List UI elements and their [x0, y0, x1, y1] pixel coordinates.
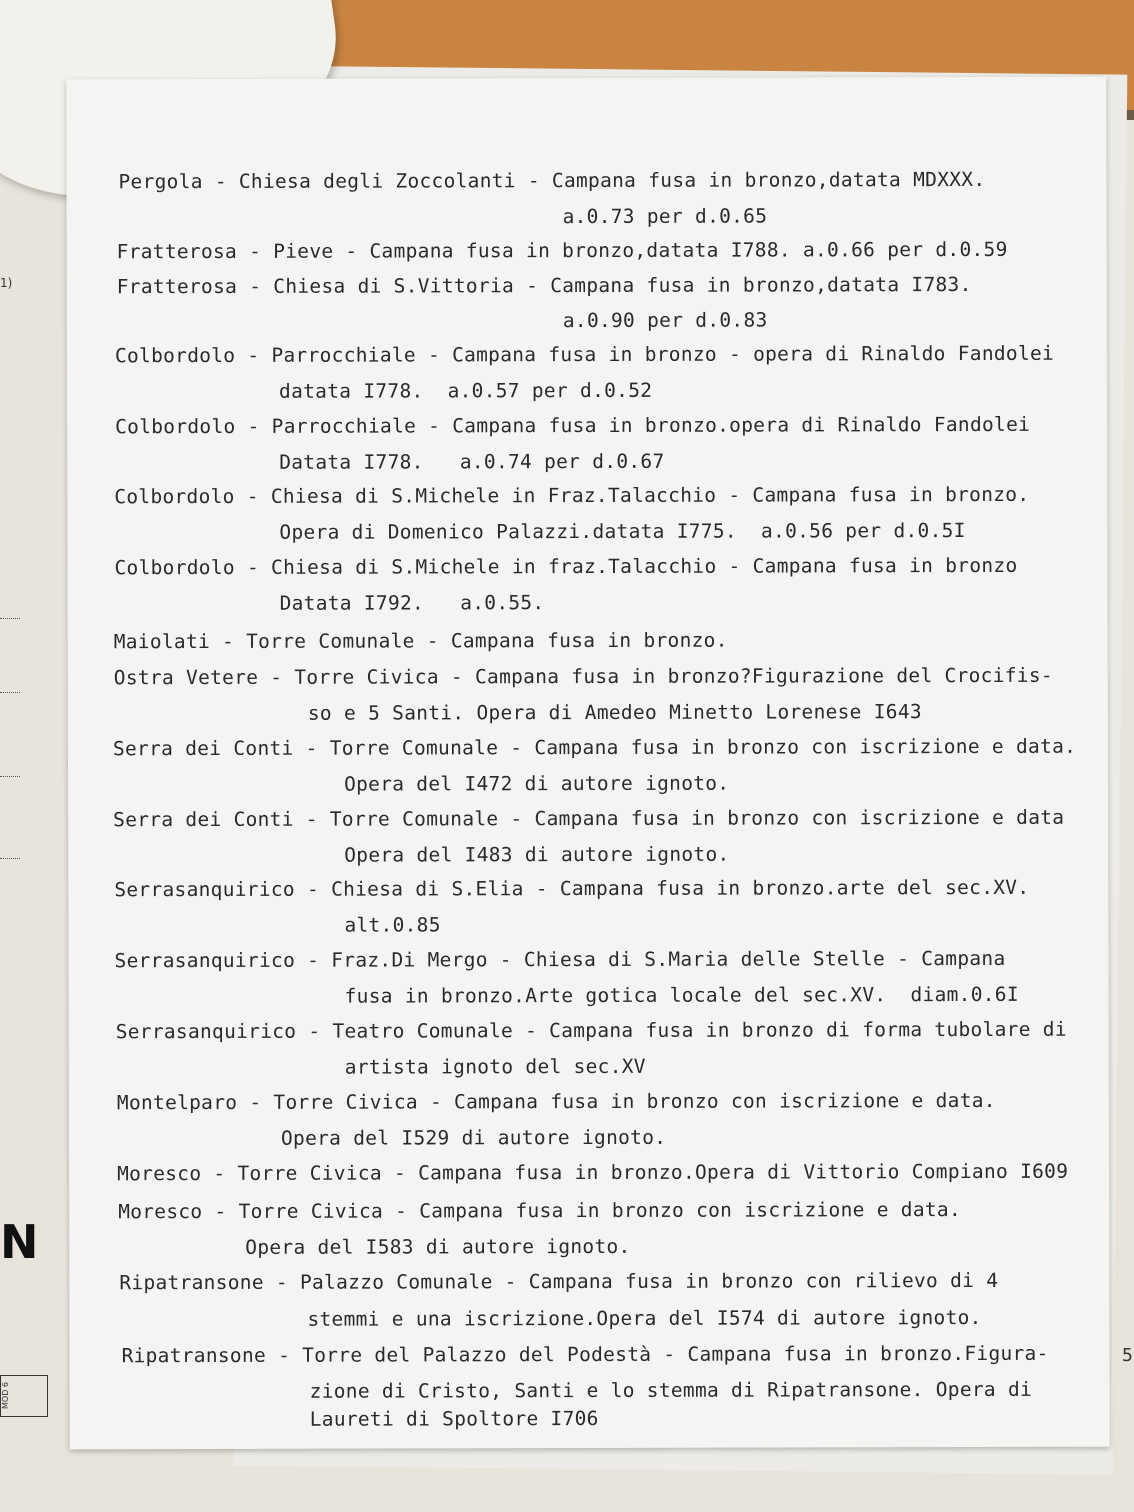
entry-continuation-line: Laureti di Spoltore I706 — [309, 1406, 599, 1431]
entry-heading-line: Serrasanquirico - Chiesa di S.Elia - Campana fusa in bronzo.arte del sec.XV. — [114, 875, 1030, 902]
entry-heading-line: Pergola - Chiesa degli Zoccolanti - Campana fusa in bronzo,datata MDXXX. — [118, 167, 986, 194]
entry-heading-line: Colbordolo - Parrocchiale - Campana fusa in bronzo.opera di Rinaldo Fandolei — [115, 412, 1031, 439]
entry-continuation-line: Opera del I529 di autore ignoto. — [280, 1125, 667, 1150]
entry-heading-line: Moresco - Torre Civica - Campana fusa in bronzo con iscrizione e data. — [118, 1198, 962, 1224]
right-margin-mark: 5 — [1122, 1345, 1133, 1366]
entry-heading-line: Serrasanquirico - Teatro Comunale - Campana fusa in bronzo di forma tubolare di — [115, 1017, 1067, 1044]
entry-heading-line: Serra dei Conti - Torre Comunale - Campana fusa in bronzo con iscrizione e data. — [112, 734, 1077, 761]
entry-continuation-line: Opera di Domenico Palazzi.datata I775. a.0.56 per d.0.5I — [279, 519, 966, 544]
entry-continuation-line: zione di Cristo, Santi e lo stemma di Ripatransone. Opera di — [309, 1377, 1033, 1403]
entry-heading-line: Ripatransone - Torre del Palazzo del Podestà - Campana fusa in bronzo.Figura- — [121, 1341, 1049, 1368]
entry-heading-line: Serra dei Conti - Torre Comunale - Campana fusa in bronzo con iscrizione e data — [113, 805, 1065, 832]
margin-mark: 1) — [0, 276, 13, 290]
entry-continuation-line: a.0.73 per d.0.65 — [562, 204, 768, 229]
entry-continuation-line: artista ignoto del sec.XV — [344, 1054, 646, 1079]
entry-heading-line: Fratterosa - Chiesa di S.Vittoria - Campana fusa in bronzo,datata I783. — [116, 272, 972, 299]
entry-heading-line: Ostra Vetere - Torre Civica - Campana fusa in bronzo?Figurazione del Crocifis- — [113, 663, 1053, 690]
bell-entries-list — [66, 77, 1110, 1450]
typed-sheet — [66, 77, 1110, 1450]
dotted-line — [0, 858, 20, 859]
entry-heading-line: Moresco - Torre Civica - Campana fusa in bronzo.Opera di Vittorio Compiano I609 — [117, 1159, 1069, 1186]
entry-heading-line: Montelparo - Torre Civica - Campana fusa in bronzo con iscrizione e data. — [116, 1088, 996, 1115]
entry-continuation-line: Opera del I583 di autore ignoto. — [245, 1234, 631, 1259]
entry-continuation-line: a.0.90 per d.0.83 — [562, 308, 768, 333]
left-margin-strip — [0, 260, 60, 1460]
dotted-line — [0, 618, 20, 619]
entry-heading-line: Colbordolo - Chiesa di S.Michele in fraz.Talacchio - Campana fusa in bronzo — [114, 553, 1018, 580]
entry-heading-line: Ripatransone - Palazzo Comunale - Campana fusa in bronzo con rilievo di 4 — [119, 1268, 999, 1295]
entry-continuation-line: Datata I792. a.0.55. — [279, 591, 545, 615]
margin-big-letter: N — [0, 1215, 39, 1269]
entry-heading-line: Serrasanquirico - Fraz.Di Mergo - Chiesa di S.Maria delle Stelle - Campana — [114, 946, 1006, 973]
entry-continuation-line: datata I778. a.0.57 per d.0.52 — [278, 378, 653, 403]
dotted-line — [0, 692, 20, 693]
entry-continuation-line: so e 5 Santi. Opera di Amedeo Minetto Lorenese I643 — [307, 700, 922, 725]
entry-continuation-line: stemmi e una iscrizione.Opera del I574 di autore ignoto. — [307, 1305, 982, 1331]
entry-continuation-line: fusa in bronzo.Arte gotica locale del sec.XV. diam.0.6I — [344, 982, 1019, 1008]
entry-heading-line: Colbordolo - Parrocchiale - Campana fusa in bronzo - opera di Rinaldo Fandolei — [114, 341, 1055, 368]
entry-continuation-line: Datata I778. a.0.74 per d.0.67 — [279, 449, 665, 474]
entry-heading-line: Colbordolo - Chiesa di S.Michele in Fraz.Talacchio - Campana fusa in bronzo. — [114, 482, 1030, 509]
entry-continuation-line: Opera del I472 di autore ignoto. — [344, 771, 730, 796]
entry-continuation-line: alt.0.85 — [344, 913, 441, 937]
dotted-line — [0, 776, 20, 777]
entry-continuation-line: Opera del I483 di autore ignoto. — [344, 842, 730, 867]
margin-stamp: MOD 6 — [0, 1375, 48, 1417]
entry-heading-line: Fratterosa - Pieve - Campana fusa in bronzo,datata I788. a.0.66 per d.0.59 — [116, 237, 1008, 264]
entry-heading-line: Maiolati - Torre Comunale - Campana fusa in bronzo. — [113, 628, 728, 654]
